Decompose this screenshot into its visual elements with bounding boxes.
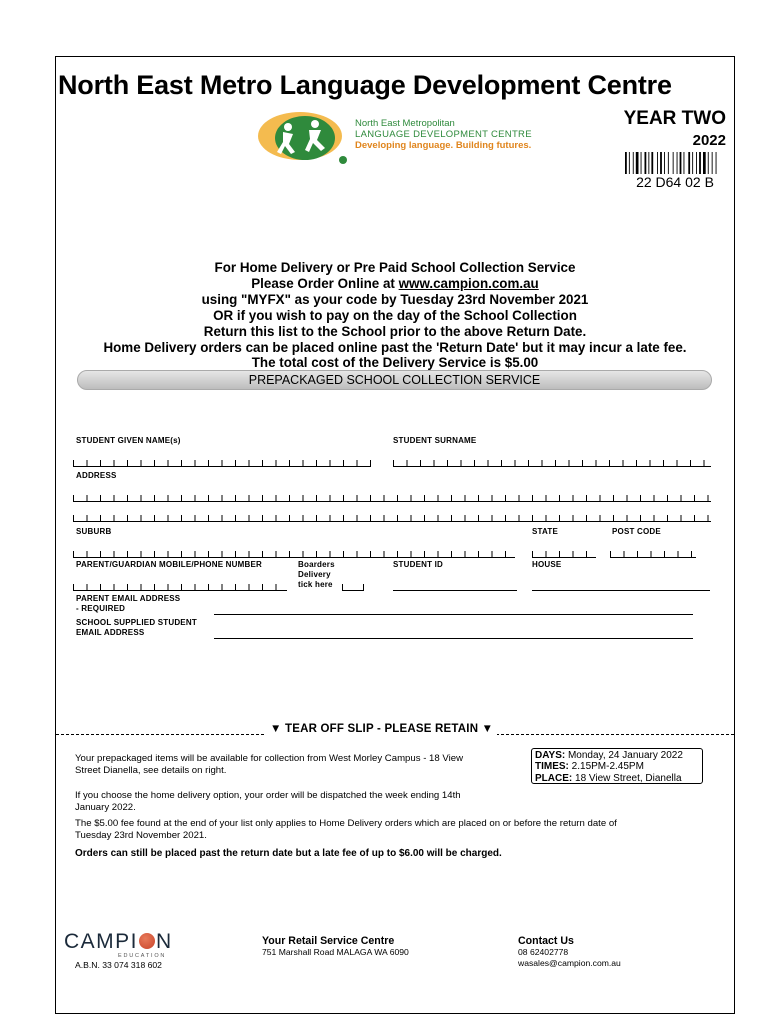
- delivery-info: [75, 790, 535, 813]
- org-line-1: North East Metropolitan: [355, 118, 455, 129]
- fee-info: [75, 818, 715, 841]
- instruction-line-5: Return this list to the School prior to the above Return Date.: [203, 323, 587, 339]
- order-instructions: [58, 260, 732, 371]
- place-label: PLACE:: [535, 772, 573, 784]
- house-label: HOUSE: [532, 560, 562, 569]
- parent-email-label: [76, 594, 180, 614]
- collection-info-line-1: Your prepackaged items will be available for collection from West Morley Campus - 18 View: [75, 753, 464, 764]
- postcode-field[interactable]: [610, 551, 696, 558]
- collection-service-banner: PREPACKAGED SCHOOL COLLECTION SERVICE: [77, 370, 712, 390]
- parent-email-label-line-1: PARENT EMAIL ADDRESS: [76, 594, 181, 603]
- surname-field[interactable]: [393, 460, 711, 467]
- retail-service-centre: [262, 935, 409, 958]
- given-name-label: STUDENT GIVEN NAME(s): [76, 436, 181, 445]
- times-row: [535, 761, 699, 772]
- phone-field[interactable]: [73, 584, 287, 591]
- address-label: ADDRESS: [76, 471, 117, 480]
- late-fee-notice: Orders can still be placed past the return date but a late fee of up to $6.00 will be charged.: [75, 848, 502, 859]
- given-name-field[interactable]: [73, 460, 371, 467]
- fee-info-line-2: Tuesday 23rd November 2021.: [75, 829, 207, 841]
- collection-details-box: [531, 748, 703, 784]
- instruction-line-2: [58, 276, 732, 292]
- boarders-label-line-1: Boarders: [298, 560, 335, 569]
- house-field[interactable]: [532, 590, 710, 591]
- postcode-label: POST CODE: [612, 527, 661, 536]
- surname-label: STUDENT SURNAME: [393, 436, 477, 445]
- school-email-label: [76, 618, 197, 638]
- days-value: Monday, 24 January 2022: [565, 750, 683, 761]
- boarders-label-line-3: tick here: [298, 580, 333, 589]
- campion-logo-o-icon: [139, 933, 155, 949]
- campion-education-tag: EDUCATION: [118, 953, 167, 959]
- address-field-line-1[interactable]: [73, 495, 711, 502]
- school-email-label-line-1: SCHOOL SUPPLIED STUDENT: [76, 618, 197, 627]
- collection-info-line-2: Street Dianella, see details on right.: [75, 764, 227, 776]
- place-value: 18 View Street, Dianella: [572, 772, 682, 784]
- phone-label: PARENT/GUARDIAN MOBILE/PHONE NUMBER: [76, 560, 262, 569]
- parent-email-field[interactable]: [214, 614, 693, 615]
- instruction-line-6: Home Delivery orders can be placed online past the 'Return Date' but it may incur a late fee.: [103, 339, 687, 355]
- parent-email-label-line-2: - REQUIRED: [76, 604, 126, 613]
- suburb-label: SUBURB: [76, 527, 112, 536]
- retail-heading: Your Retail Service Centre: [262, 935, 395, 947]
- tear-off-label: ▼ TEAR OFF SLIP - PLEASE RETAIN ▼: [266, 723, 497, 735]
- campion-website-link[interactable]: www.campion.com.au: [398, 275, 539, 291]
- instruction-line-7: The total cost of the Delivery Service is $5.00: [251, 355, 539, 371]
- collection-info: [75, 753, 525, 776]
- delivery-info-line-2: January 2022.: [75, 801, 136, 813]
- page-title: North East Metro Language Development Centre: [58, 70, 672, 100]
- year-number: 2022: [692, 132, 726, 149]
- instruction-line-3: using "MYFX" as your code by Tuesday 23rd November 2021: [201, 291, 589, 307]
- delivery-info-line-1: If you choose the home delivery option, your order will be dispatched the week ending 14th: [75, 790, 461, 801]
- instruction-line-1: For Home Delivery or Pre Paid School Collection Service: [214, 260, 576, 275]
- state-field[interactable]: [532, 551, 596, 558]
- abn-text: A.B.N. 33 074 318 602: [75, 960, 162, 970]
- school-logo-icon: [255, 108, 350, 170]
- instruction-line-4: OR if you wish to pay on the day of the School Collection: [213, 307, 577, 323]
- year-label: YEAR TWO: [623, 108, 726, 129]
- times-label: TIMES:: [535, 761, 569, 773]
- barcode-icon: [625, 152, 725, 174]
- days-row: [535, 750, 699, 761]
- instruction-line-2-prefix: Please Order Online at: [251, 275, 399, 291]
- place-row: [535, 773, 699, 784]
- contact-phone: 08 62402778: [518, 947, 569, 957]
- contact-us: [518, 935, 621, 969]
- boarders-label: [298, 560, 335, 590]
- campion-logo-text-end: N: [156, 930, 173, 953]
- contact-heading: Contact Us: [518, 935, 574, 947]
- fee-info-line-1: The $5.00 fee found at the end of your list only applies to Home Delivery orders which are placed on or before the return date of: [75, 818, 617, 829]
- org-tagline: Developing language. Building futures.: [355, 140, 532, 151]
- address-field-line-2[interactable]: [73, 515, 711, 522]
- barcode-text: 22 D64 02 B: [636, 174, 714, 190]
- student-id-field[interactable]: [393, 590, 517, 591]
- campion-logo: [64, 930, 173, 954]
- retail-address: 751 Marshall Road MALAGA WA 6090: [262, 947, 409, 957]
- student-id-label: STUDENT ID: [393, 560, 443, 569]
- school-email-label-line-2: EMAIL ADDRESS: [76, 628, 145, 637]
- campion-logo-text: CAMPI: [64, 930, 139, 953]
- org-name-block: [355, 118, 532, 151]
- school-email-field[interactable]: [214, 638, 693, 639]
- days-label: DAYS:: [535, 750, 566, 761]
- boarders-tick-box[interactable]: [342, 584, 364, 591]
- boarders-label-line-2: Delivery: [298, 570, 331, 579]
- state-label: STATE: [532, 527, 559, 536]
- contact-email[interactable]: wasales@campion.com.au: [518, 958, 621, 968]
- suburb-field[interactable]: [73, 551, 515, 558]
- times-value: 2.15PM-2.45PM: [568, 761, 644, 773]
- org-line-2: LANGUAGE DEVELOPMENT CENTRE: [355, 129, 532, 140]
